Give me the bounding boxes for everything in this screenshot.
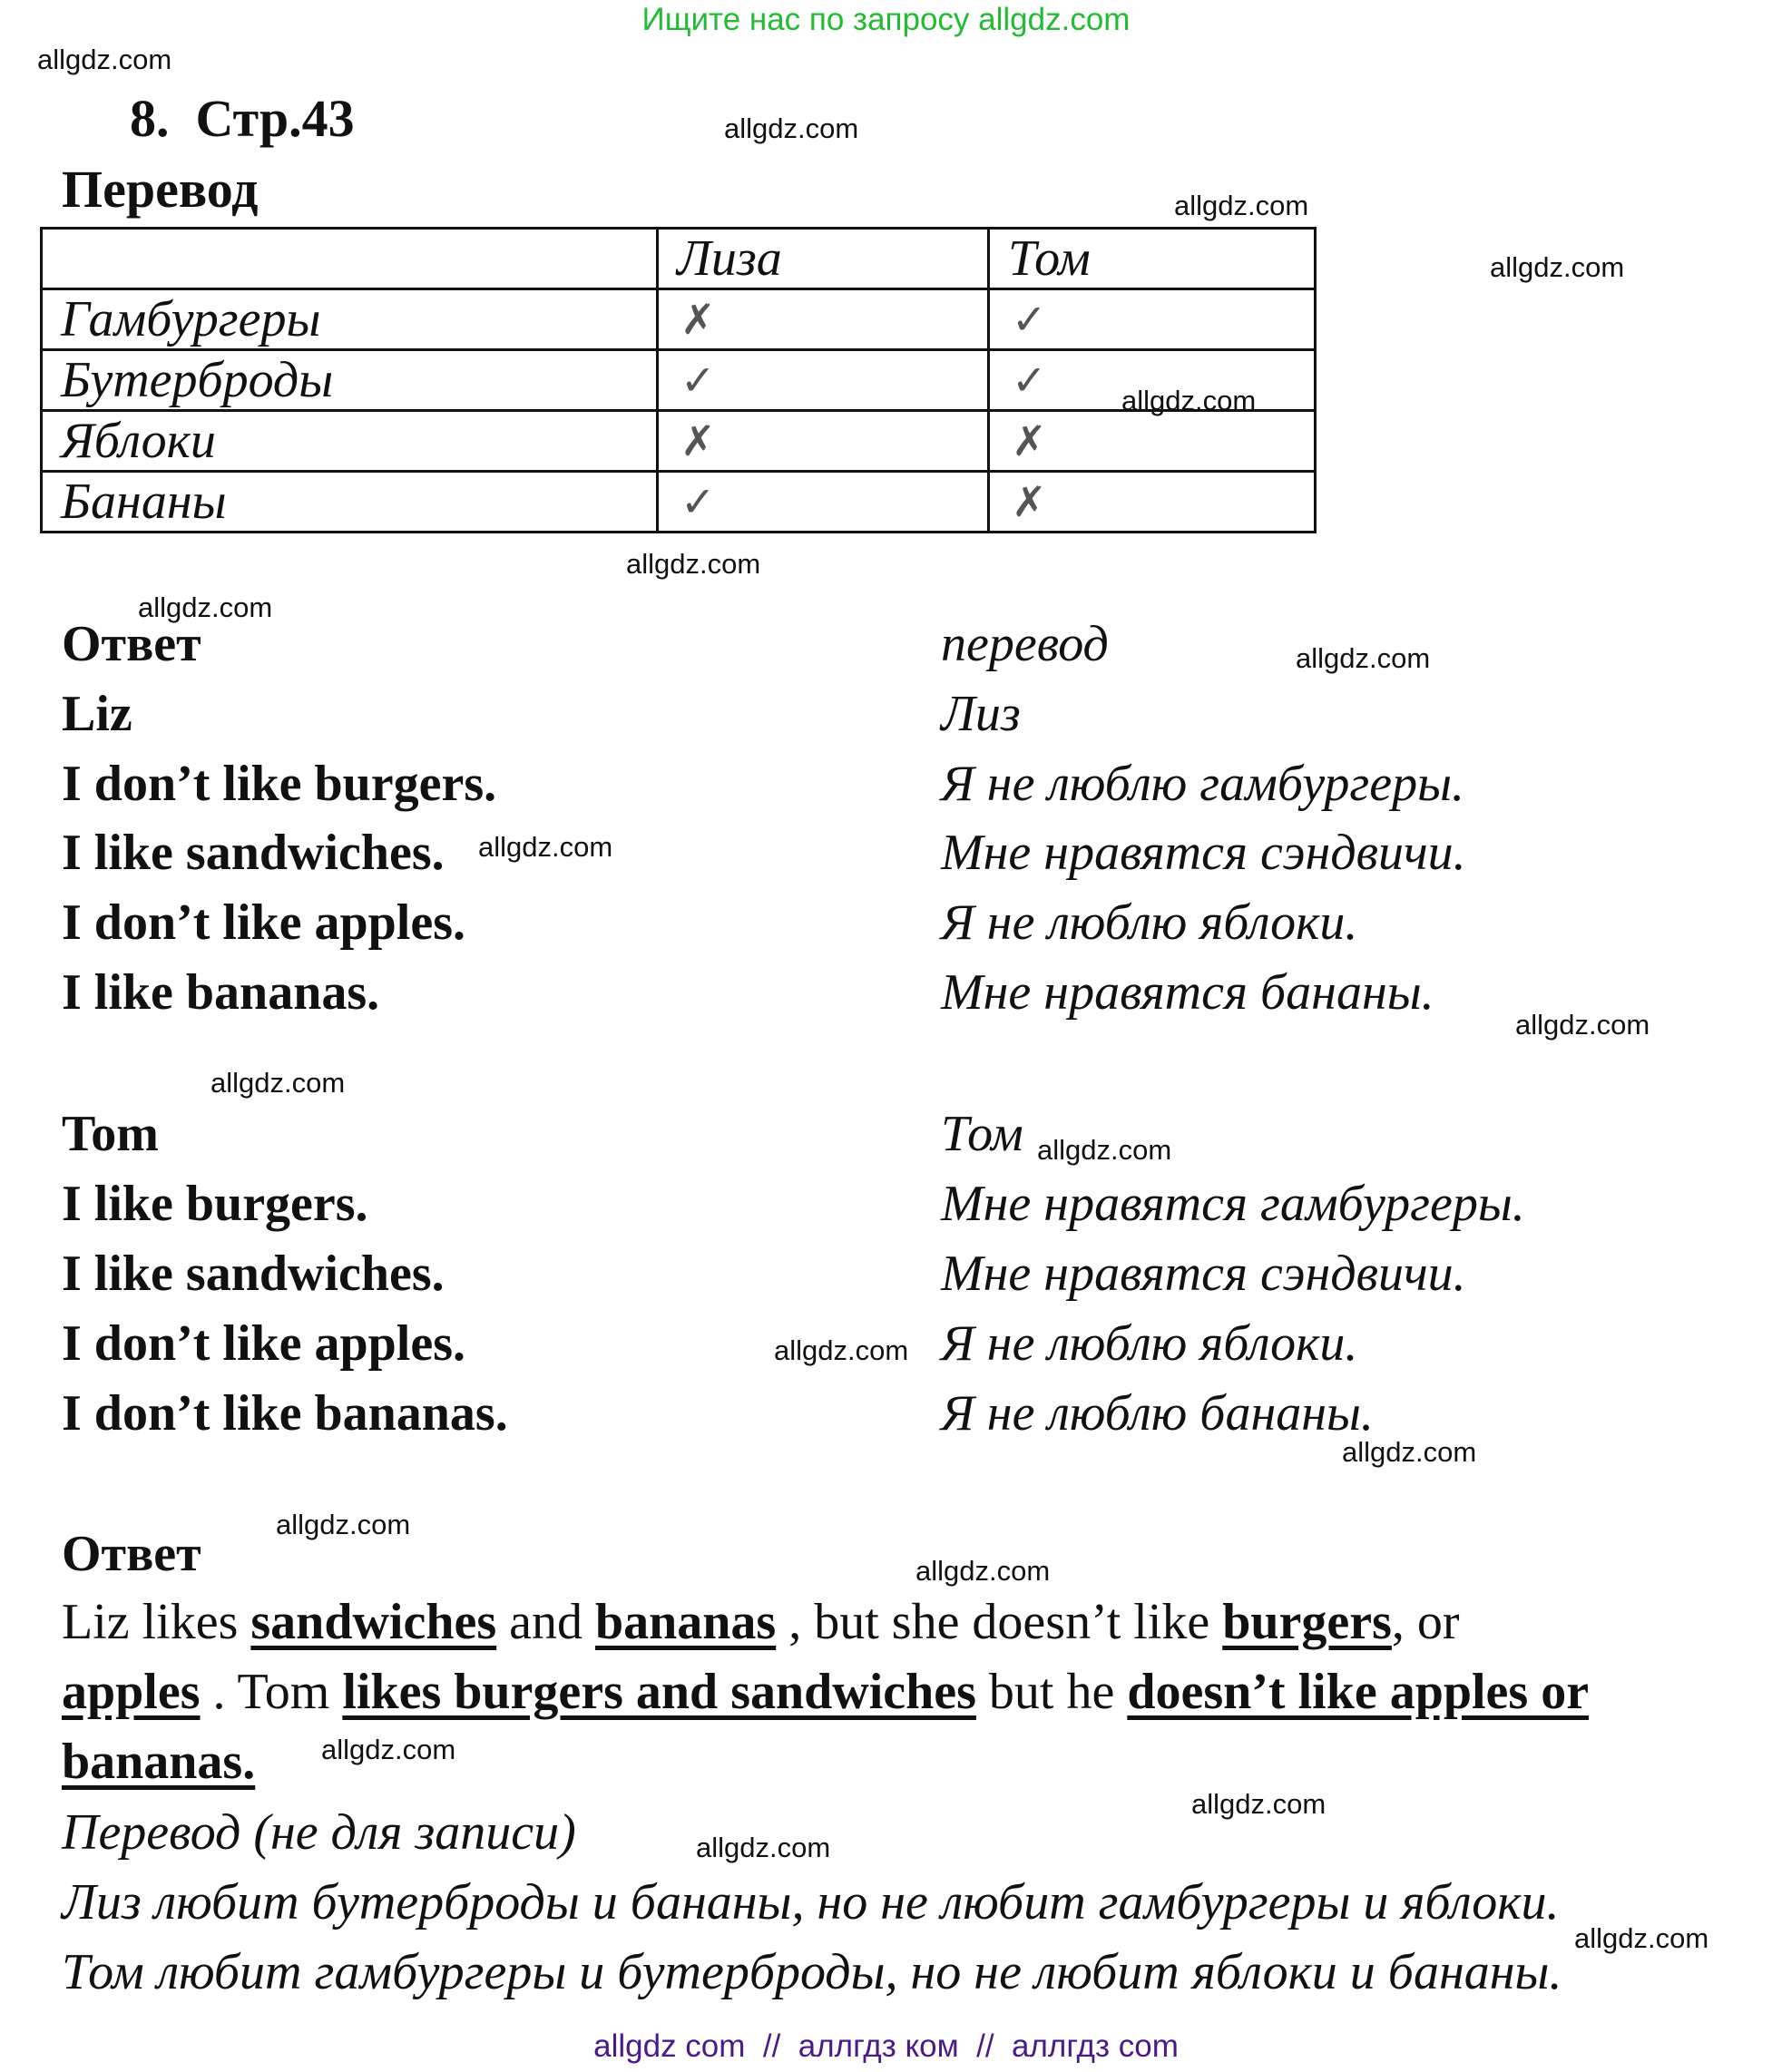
preferences-table [40,227,1317,533]
text: , but she doesn’t like [776,1594,1223,1650]
translation-title: Перевод [62,160,259,219]
underlined-answer: sandwiches [250,1594,497,1650]
liz-name-ru: Лиз [941,686,1021,742]
liz-line: I don’t like apples. [62,894,465,951]
table-header-cell: Лиза [658,229,989,289]
answer-paragraph-line [62,1734,256,1790]
tom-line: I don’t like apples. [62,1315,465,1372]
watermark: allgdz.com [1490,251,1625,283]
table-header-row [42,229,1316,289]
liz-line: I don’t like burgers. [62,756,497,812]
page-heading: 8. Стр.43 [130,89,355,148]
watermark: allgdz.com [478,831,613,863]
answer2-title: Ответ [62,1526,201,1582]
liz-line: I like bananas. [62,964,380,1021]
mark-cell: ✓ [658,350,989,411]
watermark: allgdz.com [724,112,859,144]
item-cell: Бутерброды [42,350,658,411]
watermark: allgdz.com [696,1832,831,1863]
liz-line: I like sandwiches. [62,825,445,881]
watermark: allgdz.com [321,1734,456,1765]
mark-cell: ✗ [989,472,1316,533]
watermark: allgdz.com [1515,1009,1650,1041]
underlined-answer: burgers [1222,1594,1392,1650]
text: Liz likes [62,1594,251,1650]
item-cell: Гамбургеры [42,289,658,350]
watermark: allgdz.com [626,548,761,580]
watermark: allgdz.com [210,1067,346,1099]
footer-links[interactable]: allgdz com // аллгдз ком // аллгдз com [593,2028,1179,2064]
tom-line: I don’t like bananas. [62,1385,508,1442]
search-banner[interactable]: Ищите нас по запросу allgdz.com [641,2,1131,37]
table-header-cell: Том [989,229,1316,289]
paragraph-translation-line: Том любит гамбургеры и бутерброды, но не любит яблоки и бананы. [62,1944,1562,2000]
tom-line: I like sandwiches. [62,1246,445,1302]
liz-name: Liz [62,686,132,742]
answer-translation-title: перевод [941,616,1109,672]
watermark: allgdz.com [37,44,172,75]
liz-line-ru: Я не люблю яблоки. [941,894,1358,951]
watermark: allgdz.com [1174,190,1309,221]
watermark: allgdz.com [1574,1922,1709,1954]
item-cell: Яблоки [42,411,658,472]
tom-line-ru: Я не люблю бананы. [941,1385,1374,1442]
table-header-cell [42,229,658,289]
mark-cell: ✓ [989,350,1316,411]
tom-name: Tom [62,1106,159,1162]
tom-line-ru: Мне нравятся гамбургеры. [941,1176,1525,1232]
paragraph-translation-title: Перевод (не для записи) [62,1804,576,1861]
watermark: allgdz.com [138,591,273,623]
paragraph-translation-line: Лиз любит бутерброды и бананы, но не любит гамбургеры и яблоки. [62,1874,1560,1930]
watermark: allgdz.com [1342,1436,1477,1468]
underlined-answer: bananas [594,1594,777,1650]
tom-line: I like burgers. [62,1176,368,1232]
answer-paragraph-line [62,1594,1460,1650]
tom-line-ru: Я не люблю яблоки. [941,1315,1358,1372]
watermark: allgdz.com [1296,642,1431,674]
watermark: allgdz.com [774,1334,909,1366]
text: and [496,1594,595,1650]
watermark: allgdz.com [1191,1788,1327,1820]
text: . Tom [200,1664,343,1720]
tom-line-ru: Мне нравятся сэндвичи. [941,1246,1466,1302]
liz-line-ru: Я не люблю гамбургеры. [941,756,1465,812]
watermark: allgdz.com [1121,385,1257,416]
underlined-answer: apples [62,1664,201,1720]
mark-cell: ✗ [989,411,1316,472]
mark-cell: ✓ [658,472,989,533]
underlined-answer: likes burgers and sandwiches [342,1664,976,1720]
table-row [42,411,1316,472]
mark-cell: ✗ [658,289,989,350]
watermark: allgdz.com [276,1509,411,1540]
item-cell: Бананы [42,472,658,533]
table-row [42,289,1316,350]
answer-title: Ответ [62,616,201,672]
mark-cell: ✓ [989,289,1316,350]
text: but he [975,1664,1128,1720]
liz-line-ru: Мне нравятся сэндвичи. [941,825,1466,881]
underlined-answer: bananas. [62,1734,256,1790]
table-row [42,472,1316,533]
tom-name-ru: Том [941,1106,1023,1162]
mark-cell: ✗ [658,411,989,472]
watermark: allgdz.com [915,1555,1051,1587]
underlined-answer: doesn’t like apples or [1127,1664,1590,1720]
answer-paragraph-line [62,1664,1590,1720]
liz-line-ru: Мне нравятся бананы. [941,964,1434,1021]
text: , or [1391,1594,1460,1650]
watermark: allgdz.com [1037,1134,1172,1166]
